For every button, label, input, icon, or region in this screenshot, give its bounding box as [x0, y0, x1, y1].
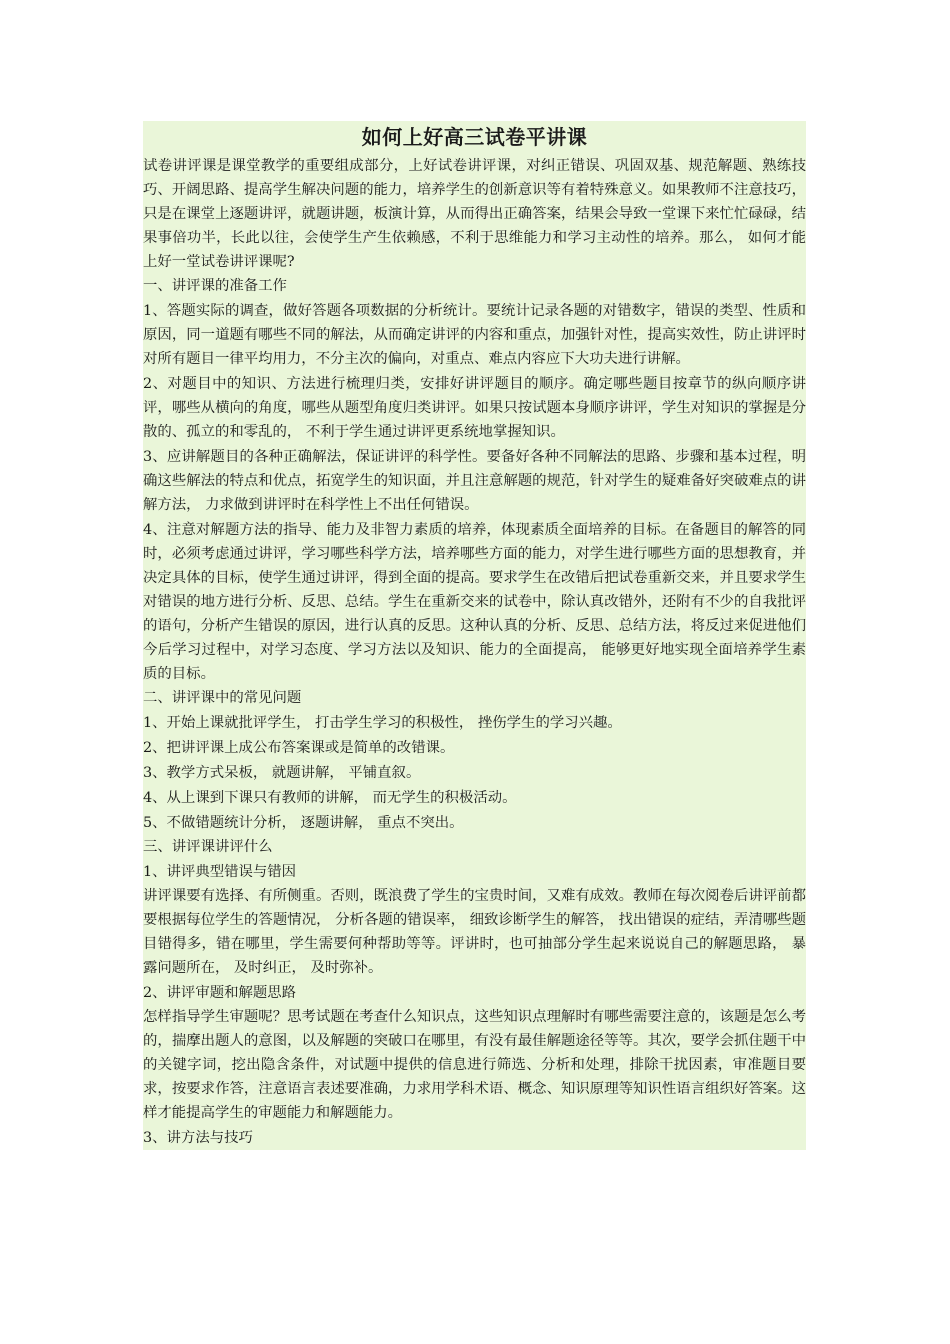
intro-paragraph: 试卷讲评课是课堂教学的重要组成部分，上好试卷讲评课，对纠正错误、巩固双基、规范解题、熟练技巧、开阔思路、提高学生解决问题的能力，培养学生的创新意识等有着特殊意义。如果教师不注意技巧，只是在课堂上逐题讲评，就题讲题，板演计算，从而得出正确答案，结果会导致一堂课下来忙忙碌碌，结果事倍功半，长此以往，会使学生产生依赖感，不利于思维能力和学习主动性的培养。那么， 如何才能上好一堂试卷讲评课呢?	[143, 158, 806, 270]
list-item: 4、从上课到下课只有教师的讲解， 而无学生的积极活动。	[143, 790, 517, 806]
list-item: 3、教学方式呆板， 就题讲解， 平铺直叙。	[143, 765, 421, 781]
subheading: 2、讲评审题和解题思路	[143, 985, 297, 1001]
paragraph: 4、注意对解题方法的指导、能力及非智力素质的培养，体现素质全面培养的目标。在备题目的解答的同时，必须考虑通过讲评，学习哪些科学方法，培养哪些方面的能力，对学生进行哪些方面的思想教育，并决定具体的目标，使学生通过讲评，得到全面的提高。要求学生在改错后把试卷重新交来，并且要求学生对错误的地方进行分析、反思、总结。学生在重新交来的试卷中，除认真改错外，还附有不少的自我批评的语句，分析产生错误的原因，进行认真的反思。这种认真的分析、反思、总结方法，将反过来促进他们今后学习过程中，对学习态度、学习方法以及知识、能力的全面提高， 能够更好地实现全面培养学生素质的目标。	[143, 522, 806, 682]
subheading: 3、讲方法与技巧	[143, 1130, 253, 1146]
paragraph: 1、答题实际的调查，做好答题各项数据的分析统计。要统计记录各题的对错数字，错误的类型、性质和原因，同一道题有哪些不同的解法，从而确定讲评的内容和重点，加强针对性，提高实效性，防止讲评时对所有题目一律平均用力，不分主次的偏向，对重点、难点内容应下大功夫进行讲解。	[143, 303, 806, 367]
paragraph: 2、对题目中的知识、方法进行梳理归类，安排好讲评题目的顺序。确定哪些题目按章节的纵向顺序讲评，哪些从横向的角度，哪些从题型角度归类讲评。如果只按试题本身顺序讲评，学生对知识的掌握是分散的、孤立的和零乱的， 不利于学生通过讲评更系统地掌握知识。	[143, 376, 806, 440]
document-title: 如何上好高三试卷平讲课	[361, 125, 588, 149]
document-body	[143, 121, 806, 1150]
paragraph: 讲评课要有选择、有所侧重。否则，既浪费了学生的宝贵时间，又难有成效。教师在每次阅卷后讲评前都要根据每位学生的答题情况， 分析各题的错误率， 细致诊断学生的解答， 找出错误的症结，弄清哪些题目错得多，错在哪里，学生需要何种帮助等等。评讲时，也可抽部分学生起来说说自己的解题思路， 暴露问题所在， 及时纠正， 及时弥补。	[143, 888, 806, 976]
section-heading: 一、讲评课的准备工作	[143, 278, 287, 294]
section-heading: 三、讲评课讲评什么	[143, 839, 273, 855]
section-heading: 二、讲评课中的常见问题	[143, 690, 302, 706]
subheading: 1、讲评典型错误与错因	[143, 864, 297, 880]
list-item: 1、开始上课就批评学生， 打击学生学习的积极性， 挫伤学生的学习兴趣。	[143, 715, 622, 731]
paragraph: 3、应讲解题目的各种正确解法，保证讲评的科学性。要备好各种不同解法的思路、步骤和基本过程，明确这些解法的特点和优点，拓宽学生的知识面，并且注意解题的规范，针对学生的疑难备好突破难点的讲解方法， 力求做到讲评时在科学性上不出任何错误。	[143, 449, 806, 513]
paragraph: 怎样指导学生审题呢？思考试题在考查什么知识点，这些知识点理解时有哪些需要注意的，该题是怎么考的，揣摩出题人的意图，以及解题的突破口在哪里，有没有最佳解题途径等等。其次，要学会抓住题干中的关键字词，挖出隐含条件，对试题中提供的信息进行筛选、分析和处理，排除干扰因素，审准题目要求，按要求作答，注意语言表述要准确，力求用学科术语、概念、知识原理等知识性语言组织好答案。这样才能提高学生的审题能力和解题能力。	[143, 1009, 806, 1121]
list-item: 5、不做错题统计分析， 逐题讲解， 重点不突出。	[143, 815, 464, 831]
list-item: 2、把讲评课上成公布答案课或是简单的改错课。	[143, 740, 455, 756]
